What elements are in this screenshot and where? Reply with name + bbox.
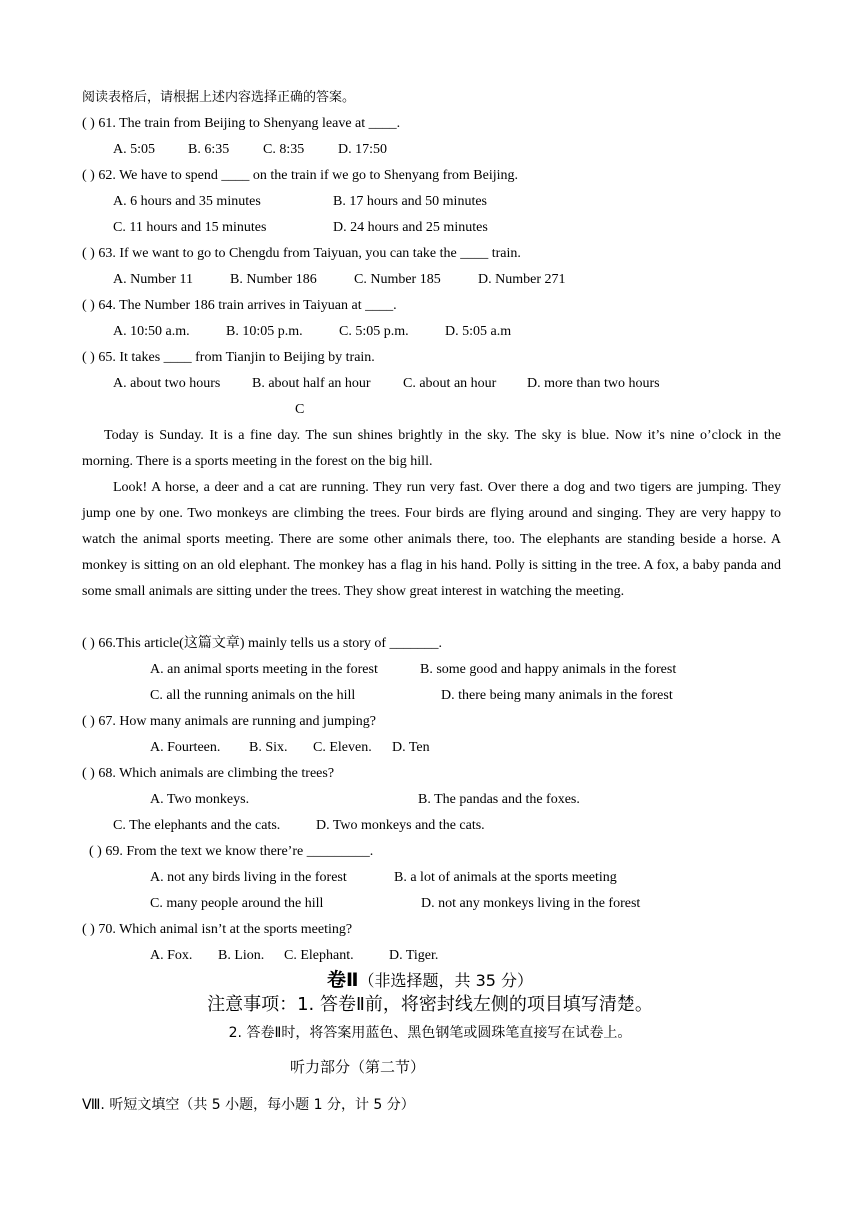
q68-option-a: A. Two monkeys. (150, 792, 250, 807)
q62-option-b: B. 17 hours and 50 minutes (333, 194, 487, 209)
q66-option-a: A. an animal sports meeting in the forest (150, 662, 378, 677)
q68-option-b: B. The pandas and the foxes. (418, 792, 580, 807)
q70-option-a: A. Fox. (150, 948, 193, 963)
q70-option-c: C. Elephant. (284, 948, 354, 963)
part-2-title (0, 968, 860, 993)
q65-option-c: C. about an hour (403, 376, 497, 391)
part-2-title-note: （非选择题，共 35 分） (358, 971, 534, 990)
q67-option-a: A. Fourteen. (150, 740, 221, 755)
q67-option-d: D. Ten (392, 740, 430, 755)
q65-option-d: D. more than two hours (527, 376, 660, 391)
q63-option-b: B. Number 186 (230, 272, 317, 287)
question-68: ( ) 68. Which animals are climbing the trees? (82, 766, 335, 781)
q68-option-d: D. Two monkeys and the cats. (316, 818, 485, 833)
q70-option-d: D. Tiger. (389, 948, 439, 963)
q67-option-c: C. Eleven. (313, 740, 372, 755)
question-64: ( ) 64. The Number 186 train arrives in Taiyuan at ____. (82, 298, 397, 313)
instruction-text: 阅读表格后，请根据上述内容选择正确的答案。 (82, 90, 356, 105)
q64-option-a: A. 10:50 a.m. (113, 324, 190, 339)
q61-option-b: B. 6:35 (188, 142, 230, 157)
q67-option-b: B. Six. (249, 740, 288, 755)
q61-option-a: A. 5:05 (113, 142, 155, 157)
passage-paragraph-2: Look! A horse, a deer and a cat are running. They run very fast. Over there a dog and two tigers are jumping. They jump one by one. Two monkeys are climbing the trees. Four birds are flying around and singing. They are very happy to watch the animal sports meeting. There are some other animals there, too. The elephants are standing beside a horse. A monkey is sitting on an old elephant. The monkey has a flag in his hand. Polly is sitting in the tree. A fox, a baby panda and some small animals are sitting under the trees. They show great interest in watching the meeting. (82, 480, 781, 599)
q64-option-c: C. 5:05 p.m. (339, 324, 409, 339)
q69-option-c: C. many people around the hill (150, 896, 324, 911)
question-65: ( ) 65. It takes ____ from Tianjin to Beijing by train. (82, 350, 375, 365)
question-61: ( ) 61. The train from Beijing to Shenyang leave at ____. (82, 116, 401, 131)
q65-option-a: A. about two hours (113, 376, 221, 391)
question-66: ( ) 66.This article(这篇文章) mainly tells us a story of _______. (82, 636, 443, 651)
q61-option-d: D. 17:50 (338, 142, 387, 157)
notice-line-2: 2. 答卷Ⅱ时，将答案用蓝色、黑色钢笔或圆珠笔直接写在试卷上。 (228, 1025, 632, 1041)
question-63: ( ) 63. If we want to go to Chengdu from Taiyuan, you can take the ____ train. (82, 246, 521, 261)
section-8-heading: Ⅷ. 听短文填空（共 5 小题，每小题 1 分，计 5 分） (82, 1097, 415, 1113)
q62-option-d: D. 24 hours and 25 minutes (333, 220, 488, 235)
q68-option-c: C. The elephants and the cats. (113, 818, 281, 833)
section-c-heading: C (295, 402, 305, 417)
q70-option-b: B. Lion. (218, 948, 265, 963)
q69-option-a: A. not any birds living in the forest (150, 870, 347, 885)
q64-option-b: B. 10:05 p.m. (226, 324, 303, 339)
q63-option-d: D. Number 271 (478, 272, 566, 287)
q66-option-c: C. all the running animals on the hill (150, 688, 356, 703)
question-67: ( ) 67. How many animals are running and jumping? (82, 714, 376, 729)
q62-option-a: A. 6 hours and 35 minutes (113, 194, 261, 209)
question-69: ( ) 69. From the text we know there’re _________. (89, 844, 374, 859)
part-2-title-main: 卷Ⅱ (326, 969, 359, 991)
q63-option-c: C. Number 185 (354, 272, 441, 287)
passage-paragraph-1: Today is Sunday. It is a fine day. The sun shines brightly in the sky. The sky is blue. Now it’s nine o’clock in the morning. There is a sports meeting in the forest on the big hill. (82, 428, 781, 469)
listening-heading: 听力部分（第二节） (290, 1058, 426, 1076)
q61-option-c: C. 8:35 (263, 142, 305, 157)
q66-option-d: D. there being many animals in the forest (441, 688, 673, 703)
notice-line-1: 注意事项：1. 答卷Ⅱ前，将密封线左侧的项目填写清楚。 (207, 994, 653, 1015)
q65-option-b: B. about half an hour (252, 376, 371, 391)
q69-option-b: B. a lot of animals at the sports meeting (394, 870, 617, 885)
q66-option-b: B. some good and happy animals in the forest (420, 662, 677, 677)
question-62: ( ) 62. We have to spend ____ on the train if we go to Shenyang from Beijing. (82, 168, 519, 183)
q62-option-c: C. 11 hours and 15 minutes (113, 220, 267, 235)
question-70: ( ) 70. Which animal isn’t at the sports meeting? (82, 922, 353, 937)
q64-option-d: D. 5:05 a.m (445, 324, 512, 339)
q69-option-d: D. not any monkeys living in the forest (421, 896, 641, 911)
q63-option-a: A. Number 11 (113, 272, 193, 287)
